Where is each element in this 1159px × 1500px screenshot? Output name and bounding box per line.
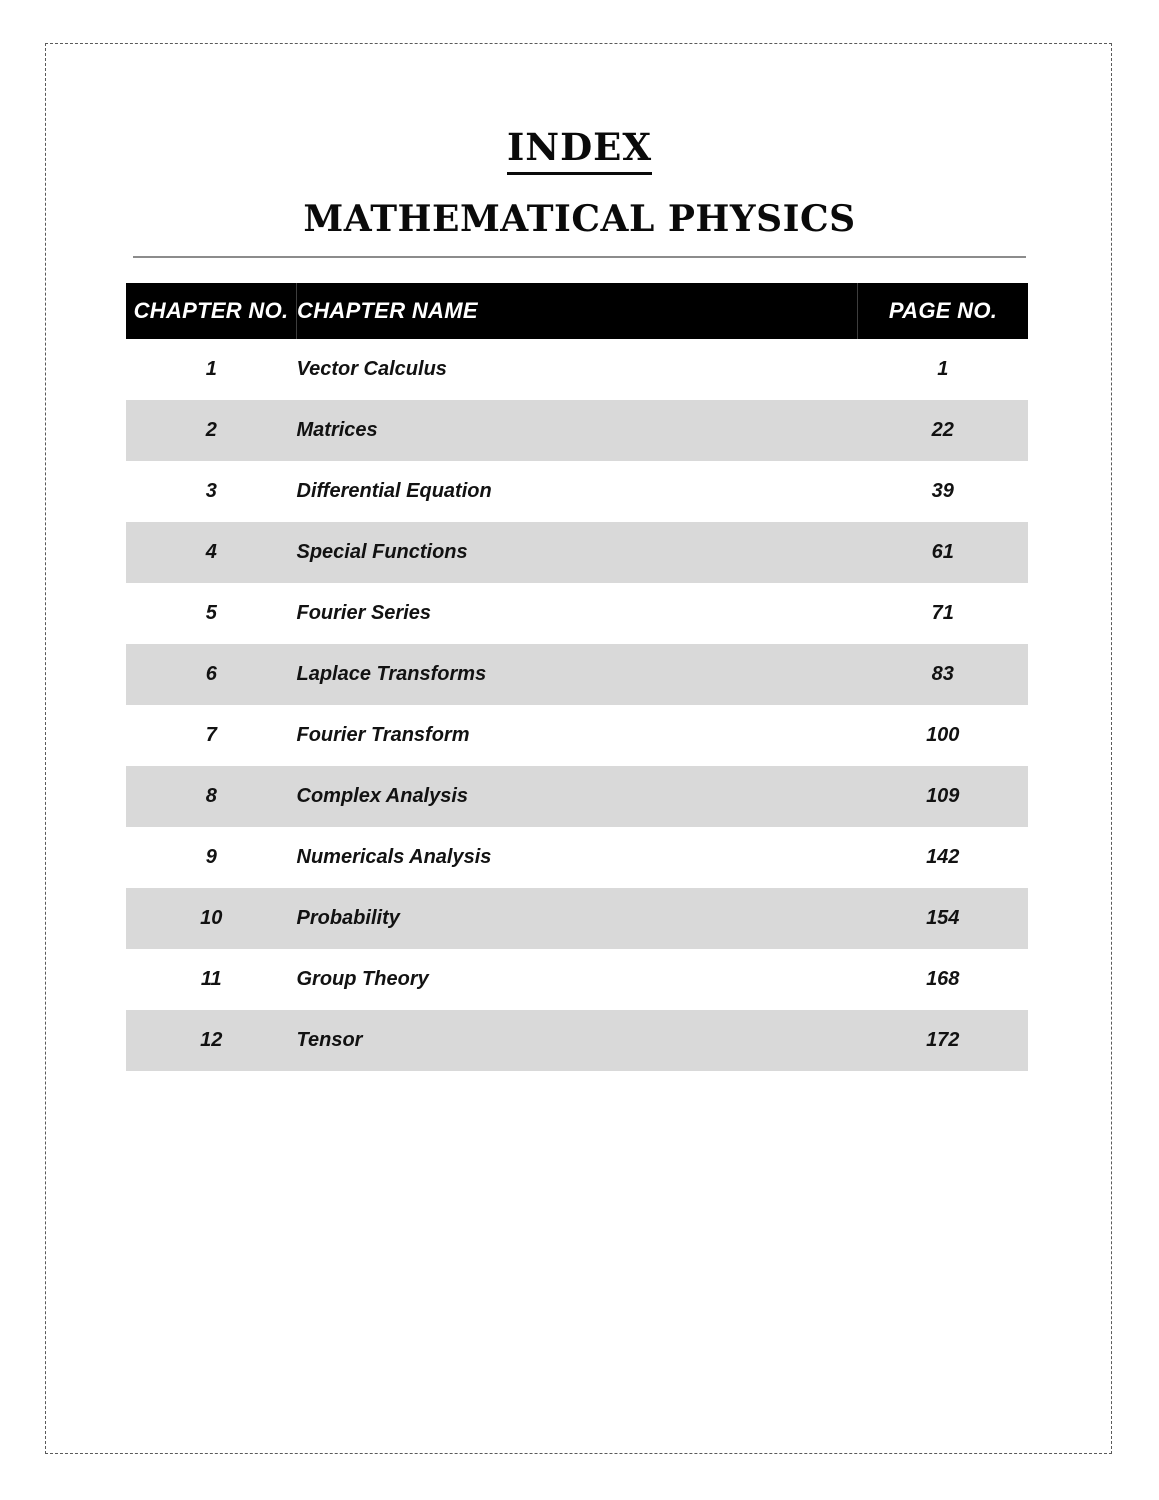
cell-chapter-no: 12 [126, 1010, 297, 1071]
cell-chapter-name: Laplace Transforms [297, 644, 858, 705]
cell-chapter-name: Group Theory [297, 949, 858, 1010]
cell-page-no: 172 [858, 1010, 1029, 1071]
column-header-chapter-name: CHAPTER NAME [297, 283, 858, 339]
cell-chapter-name: Vector Calculus [297, 339, 858, 400]
table-row [126, 705, 1028, 766]
cell-chapter-name: Tensor [297, 1010, 858, 1071]
cell-page-no: 1 [858, 339, 1029, 400]
page-subtitle: MATHEMATICAL PHYSICS [303, 198, 856, 240]
table-row [126, 949, 1028, 1010]
cell-chapter-name: Complex Analysis [297, 766, 858, 827]
title-divider [133, 256, 1026, 258]
table-body [126, 339, 1028, 1071]
table-row [126, 827, 1028, 888]
cell-chapter-no: 7 [126, 705, 297, 766]
cell-page-no: 83 [858, 644, 1029, 705]
index-table [126, 283, 1028, 1071]
page-title-text: INDEX [507, 125, 652, 175]
table-row [126, 522, 1028, 583]
column-header-page-no: PAGE NO. [858, 283, 1029, 339]
cell-chapter-no: 1 [126, 339, 297, 400]
cell-chapter-no: 2 [126, 400, 297, 461]
cell-chapter-name: Matrices [297, 400, 858, 461]
cell-chapter-no: 3 [126, 461, 297, 522]
cell-chapter-name: Differential Equation [297, 461, 858, 522]
cell-chapter-no: 6 [126, 644, 297, 705]
cell-chapter-no: 10 [126, 888, 297, 949]
cell-chapter-name: Probability [297, 888, 858, 949]
table-row [126, 644, 1028, 705]
cell-chapter-name: Fourier Transform [297, 705, 858, 766]
page-title [0, 125, 1159, 169]
cell-page-no: 154 [858, 888, 1029, 949]
cell-chapter-name: Fourier Series [297, 583, 858, 644]
cell-chapter-no: 11 [126, 949, 297, 1010]
cell-page-no: 71 [858, 583, 1029, 644]
table-row [126, 1010, 1028, 1071]
cell-chapter-name: Numericals Analysis [297, 827, 858, 888]
cell-page-no: 142 [858, 827, 1029, 888]
table-header [126, 283, 1028, 339]
cell-chapter-name: Special Functions [297, 522, 858, 583]
cell-chapter-no: 9 [126, 827, 297, 888]
table-row [126, 766, 1028, 827]
cell-chapter-no: 8 [126, 766, 297, 827]
cell-page-no: 22 [858, 400, 1029, 461]
table-row [126, 583, 1028, 644]
cell-chapter-no: 5 [126, 583, 297, 644]
cell-page-no: 39 [858, 461, 1029, 522]
table-row [126, 461, 1028, 522]
cell-chapter-no: 4 [126, 522, 297, 583]
table-row [126, 339, 1028, 400]
table-header-row [126, 283, 1028, 339]
table-row [126, 888, 1028, 949]
cell-page-no: 100 [858, 705, 1029, 766]
cell-page-no: 168 [858, 949, 1029, 1010]
table-row [126, 400, 1028, 461]
cell-page-no: 61 [858, 522, 1029, 583]
cell-page-no: 109 [858, 766, 1029, 827]
column-header-chapter-no: CHAPTER NO. [126, 283, 297, 339]
